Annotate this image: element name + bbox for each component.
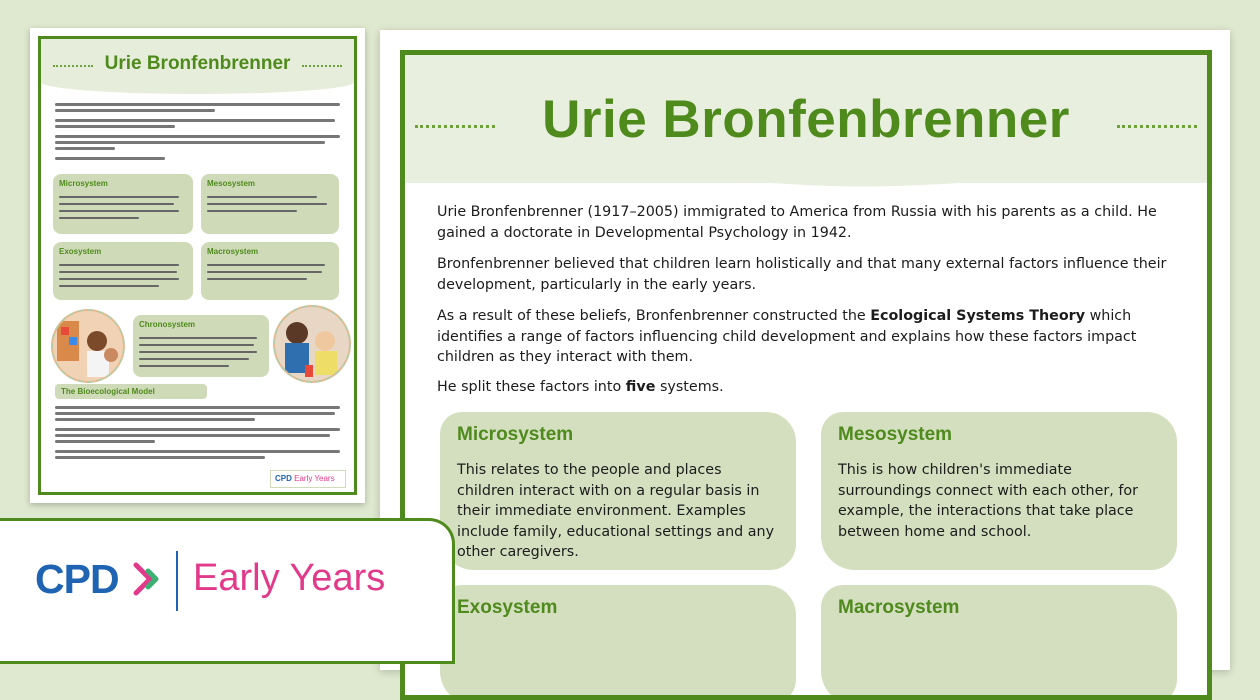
poster-paragraph-3 <box>437 306 1187 368</box>
thumbnail-text-line <box>55 157 165 160</box>
thumbnail-box-microsystem <box>53 174 193 234</box>
thumbnail-bioecological-label: The Bioecological Model <box>61 387 155 396</box>
macrosystem-title: Macrosystem <box>838 597 960 618</box>
thumbnail-title: Urie Bronfenbrenner <box>104 53 291 74</box>
thumbnail-box-line <box>139 351 257 353</box>
page-title: Urie Bronfenbrenner <box>542 90 1070 149</box>
photo-illustration <box>53 311 123 381</box>
intro-paragraph-3 <box>437 306 1187 368</box>
mesosystem-box <box>821 412 1177 570</box>
poster-header-wave <box>405 155 1207 195</box>
thumbnail-text-line <box>55 141 325 144</box>
thumbnail-box-title: Exosystem <box>59 247 102 256</box>
thumbnail-box-line <box>139 358 249 360</box>
thumbnail-box-line <box>59 203 174 205</box>
thumbnail-box-line <box>59 271 177 273</box>
mesosystem-text: This is how children's immediate surroundings connect with each other, for example, the interactions that take place between home and school. <box>838 462 1139 540</box>
thumbnail-box-line <box>139 365 229 367</box>
paragraph-3-end: which identifies a range of factors influencing child development and explains how these factors impact children as they interact with them. <box>437 308 1137 365</box>
badge-divider <box>176 551 178 611</box>
thumbnail-box-line <box>139 337 257 339</box>
exosystem-box <box>440 585 796 700</box>
thumbnail-box-line <box>59 196 179 198</box>
poster-paragraph-2 <box>437 254 1187 295</box>
thumbnail-box-line <box>59 210 179 212</box>
thumbnail-box-title: Microsystem <box>59 179 108 188</box>
thumbnail-box-title: Chronosystem <box>139 320 196 329</box>
thumbnail-text-line <box>55 147 115 150</box>
thumbnail-box-exosystem <box>53 242 193 300</box>
thumbnail-photo-child-play <box>273 305 351 383</box>
thumbnail-text-line <box>55 440 155 443</box>
thumbnail-poster <box>30 28 365 503</box>
thumbnail-text-line <box>55 428 340 431</box>
paragraph-3-bold: Ecological Systems Theory <box>870 308 1086 324</box>
paragraph-4-bold: five <box>625 379 656 395</box>
title-dots-right <box>1117 125 1197 128</box>
intro-paragraph-2: Bronfenbrenner believed that children learn holistically and that many external factors influence their development, particularly in the early years. <box>437 256 1167 293</box>
intro-paragraph-1: Urie Bronfenbrenner (1917–2005) immigrated to America from Russia with his parents as a child. He gained a doctorate in Developmental Psychology in 1942. <box>437 204 1157 241</box>
thumbnail-box-macrosystem <box>201 242 339 300</box>
thumbnail-text-line <box>55 119 335 122</box>
thumbnail-text-line <box>55 109 215 112</box>
thumbnail-text-line <box>55 125 175 128</box>
intro-paragraph-4 <box>437 377 1187 398</box>
thumbnail-text-line <box>55 406 340 409</box>
thumbnail-text-line <box>55 434 330 437</box>
thumbnail-box-chronosystem <box>133 315 269 377</box>
thumbnail-text-line <box>55 456 265 459</box>
macrosystem-box <box>821 585 1177 700</box>
paragraph-3-start: As a result of these beliefs, Bronfenbrenner constructed the <box>437 308 871 324</box>
thumbnail-box-line <box>207 210 297 212</box>
poster-intro <box>437 202 1187 243</box>
thumbnail-text-line <box>55 103 340 106</box>
poster-frame <box>400 50 1212 700</box>
thumbnail-logo-brand: CPD <box>275 474 292 483</box>
thumbnail-text-line <box>55 412 335 415</box>
thumbnail-text-line <box>55 135 340 138</box>
microsystem-title: Microsystem <box>457 424 574 445</box>
main-poster <box>380 30 1230 670</box>
microsystem-box <box>440 412 796 570</box>
mesosystem-title: Mesosystem <box>838 424 953 445</box>
paragraph-4-end: systems. <box>655 379 724 395</box>
poster-paragraph-4 <box>437 377 1187 398</box>
thumbnail-bioecological-heading <box>55 384 207 399</box>
thumbnail-box-line <box>207 196 317 198</box>
thumbnail-box-line <box>139 344 254 346</box>
brand-logo-text: CPD <box>35 556 119 602</box>
thumbnail-dots-right <box>302 65 342 67</box>
thumbnail-box-title: Mesosystem <box>207 179 256 188</box>
thumbnail-text-line <box>55 418 255 421</box>
thumbnail-box-mesosystem <box>201 174 339 234</box>
thumbnail-box-line <box>207 264 325 266</box>
thumbnail-box-line <box>59 264 179 266</box>
thumbnail-box-line <box>207 278 307 280</box>
paragraph-4-start: He split these factors into <box>437 379 626 395</box>
thumbnail-box-line <box>59 278 179 280</box>
thumbnail-box-line <box>207 271 322 273</box>
thumbnail-box-title: Macrosystem <box>207 247 259 256</box>
thumbnail-frame <box>38 36 357 495</box>
thumbnail-header <box>41 39 354 94</box>
photo-illustration <box>275 307 349 381</box>
cpd-early-years-badge <box>0 518 455 664</box>
exosystem-title: Exosystem <box>457 597 558 618</box>
thumbnail-box-line <box>207 203 327 205</box>
thumbnail-box-line <box>59 217 139 219</box>
thumbnail-logo <box>270 470 346 488</box>
thumbnail-photo-child-blocks <box>51 309 125 383</box>
thumbnail-text-line <box>55 450 340 453</box>
thumbnail-logo-text: Early Years <box>294 474 335 483</box>
microsystem-text: This relates to the people and places children interact with on a regular basis in their immediate environment. Examples include family, educational settings and any other caregivers. <box>457 462 775 560</box>
badge-label: Early Years <box>193 557 386 599</box>
thumbnail-box-line <box>59 285 159 287</box>
chevron-right-icon <box>130 557 166 601</box>
